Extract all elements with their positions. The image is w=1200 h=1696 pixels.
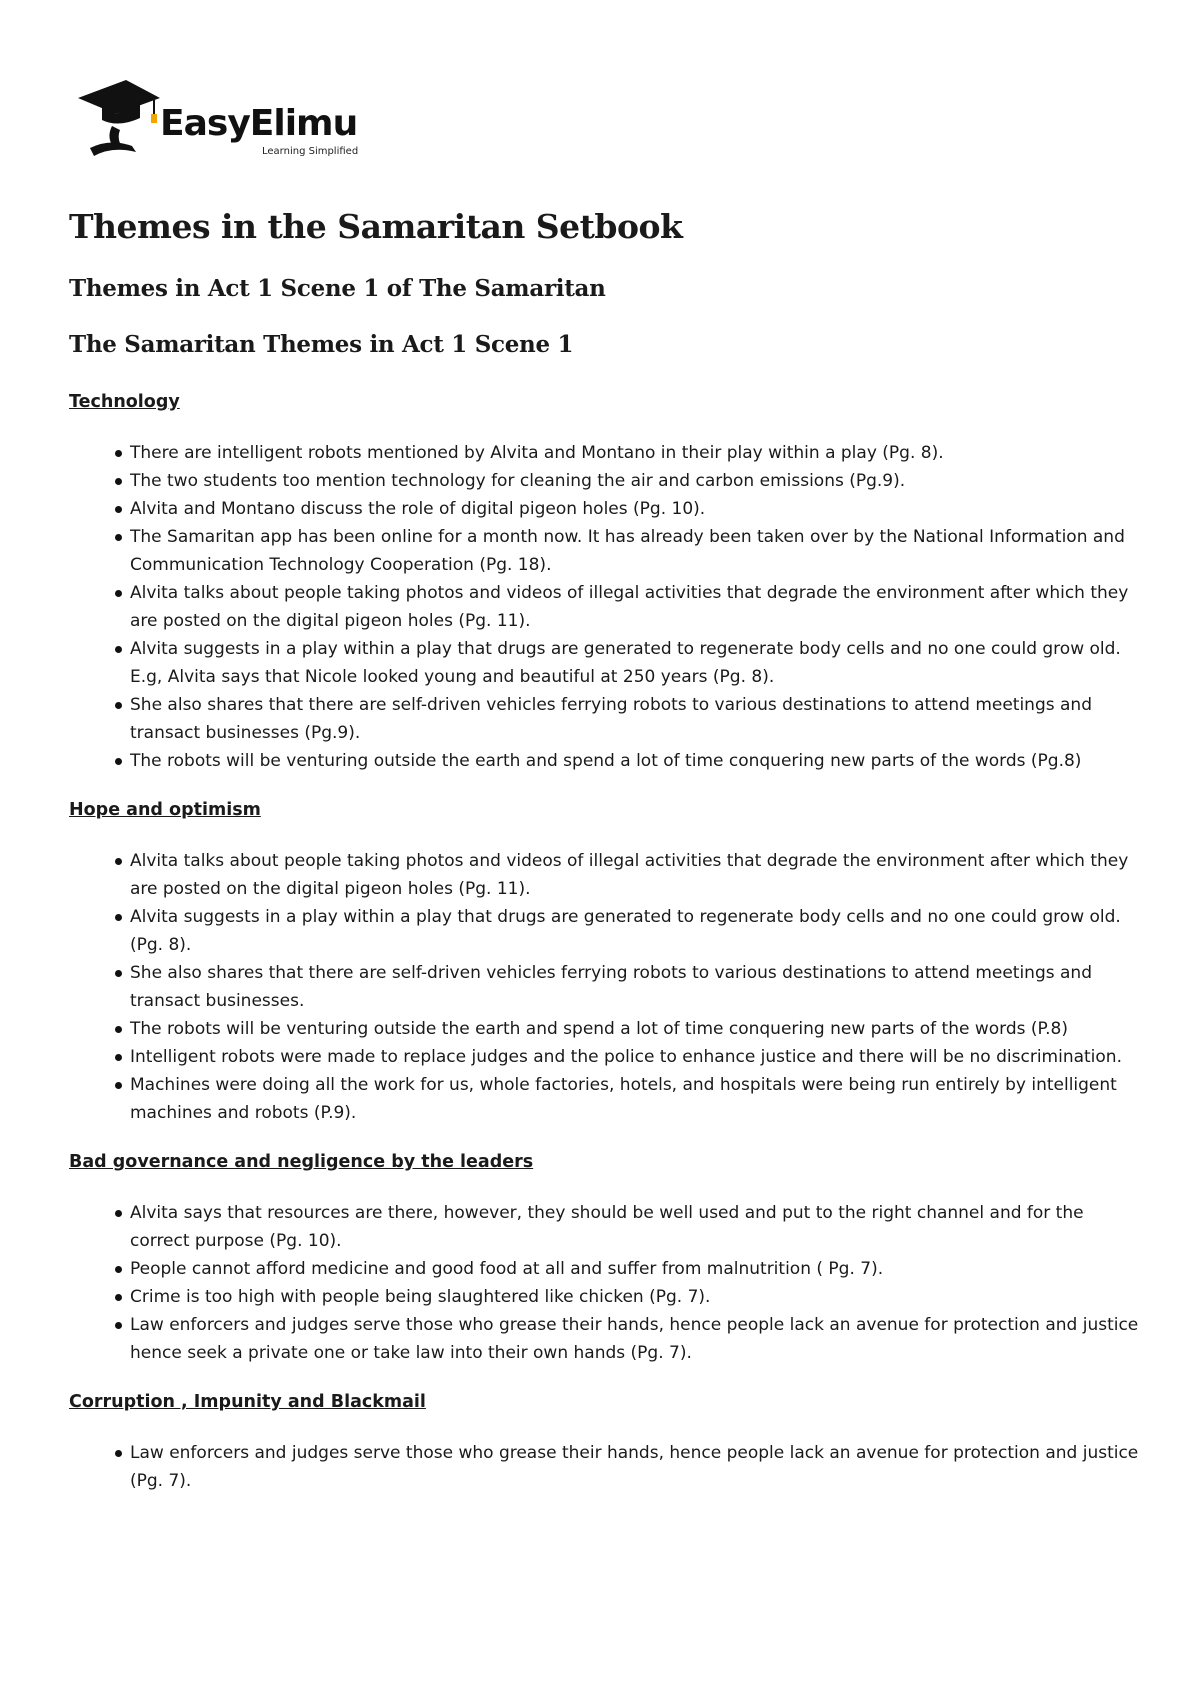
bullet-list	[69, 439, 1139, 775]
logo-brand-name: EasyElimu	[160, 103, 358, 144]
document-body	[69, 200, 1139, 1495]
list-item: Crime is too high with people being slaughtered like chicken (Pg. 7).	[130, 1283, 1139, 1311]
list-item: Alvita suggests in a play within a play that drugs are generated to regenerate body cells and no one could grow old. E.g, Alvita says that Nicole looked young and beautiful at 250 years (Pg. 8).	[130, 635, 1139, 691]
list-item: There are intelligent robots mentioned by Alvita and Montano in their play within a play (Pg. 8).	[130, 439, 1139, 467]
section-heading: Technology	[69, 392, 180, 412]
subtitle-act1-scene1: Themes in Act 1 Scene 1 of The Samaritan	[69, 275, 606, 302]
list-item: Alvita talks about people taking photos and videos of illegal activities that degrade the environment after which they are posted on the digital pigeon holes (Pg. 11).	[130, 579, 1139, 635]
list-item: The Samaritan app has been online for a month now. It has already been taken over by the National Information and Communication Technology Cooperation (Pg. 18).	[130, 523, 1139, 579]
section-heading: Corruption , Impunity and Blackmail	[69, 1392, 426, 1412]
list-item: Machines were doing all the work for us, whole factories, hotels, and hospitals were being run entirely by intelligent machines and robots (P.9).	[130, 1071, 1139, 1127]
section-corruption	[69, 1390, 1139, 1495]
list-item: She also shares that there are self-driven vehicles ferrying robots to various destinations to attend meetings and transact businesses.	[130, 959, 1139, 1015]
list-item: The two students too mention technology for cleaning the air and carbon emissions (Pg.9).	[130, 467, 1139, 495]
list-item: Law enforcers and judges serve those who grease their hands, hence people lack an avenue for protection and justice (Pg. 7).	[130, 1439, 1139, 1495]
list-item: Alvita says that resources are there, however, they should be well used and put to the right channel and for the correct purpose (Pg. 10).	[130, 1199, 1139, 1255]
list-item: Intelligent robots were made to replace judges and the police to enhance justice and there will be no discrimination.	[130, 1043, 1139, 1071]
section-heading: Hope and optimism	[69, 800, 261, 820]
bullet-list	[69, 847, 1139, 1127]
easyelimu-logo	[76, 76, 396, 166]
graduation-cap-icon	[76, 76, 166, 166]
list-item: Alvita and Montano discuss the role of digital pigeon holes (Pg. 10).	[130, 495, 1139, 523]
subtitle-themes-act1-scene1: The Samaritan Themes in Act 1 Scene 1	[69, 331, 574, 358]
bullet-list	[69, 1439, 1139, 1495]
section-bad-governance	[69, 1150, 1139, 1367]
list-item: She also shares that there are self-driven vehicles ferrying robots to various destinations to attend meetings and transact businesses (Pg.9).	[130, 691, 1139, 747]
logo-tagline: Learning Simplified	[262, 146, 359, 157]
bullet-list	[69, 1199, 1139, 1367]
list-item: The robots will be venturing outside the earth and spend a lot of time conquering new parts of the words (P.8)	[130, 1015, 1139, 1043]
section-technology	[69, 390, 1139, 775]
section-hope-and-optimism	[69, 798, 1139, 1127]
list-item: Alvita talks about people taking photos and videos of illegal activities that degrade the environment after which they are posted on the digital pigeon holes (Pg. 11).	[130, 847, 1139, 903]
list-item: Law enforcers and judges serve those who grease their hands, hence people lack an avenue for protection and justice hence seek a private one or take law into their own hands (Pg. 7).	[130, 1311, 1139, 1367]
page-title: Themes in the Samaritan Setbook	[69, 207, 683, 246]
section-heading: Bad governance and negligence by the leaders	[69, 1152, 534, 1172]
list-item: Alvita suggests in a play within a play that drugs are generated to regenerate body cells and no one could grow old. (Pg. 8).	[130, 903, 1139, 959]
list-item: The robots will be venturing outside the earth and spend a lot of time conquering new parts of the words (Pg.8)	[130, 747, 1139, 775]
list-item: People cannot afford medicine and good food at all and suffer from malnutrition ( Pg. 7).	[130, 1255, 1139, 1283]
